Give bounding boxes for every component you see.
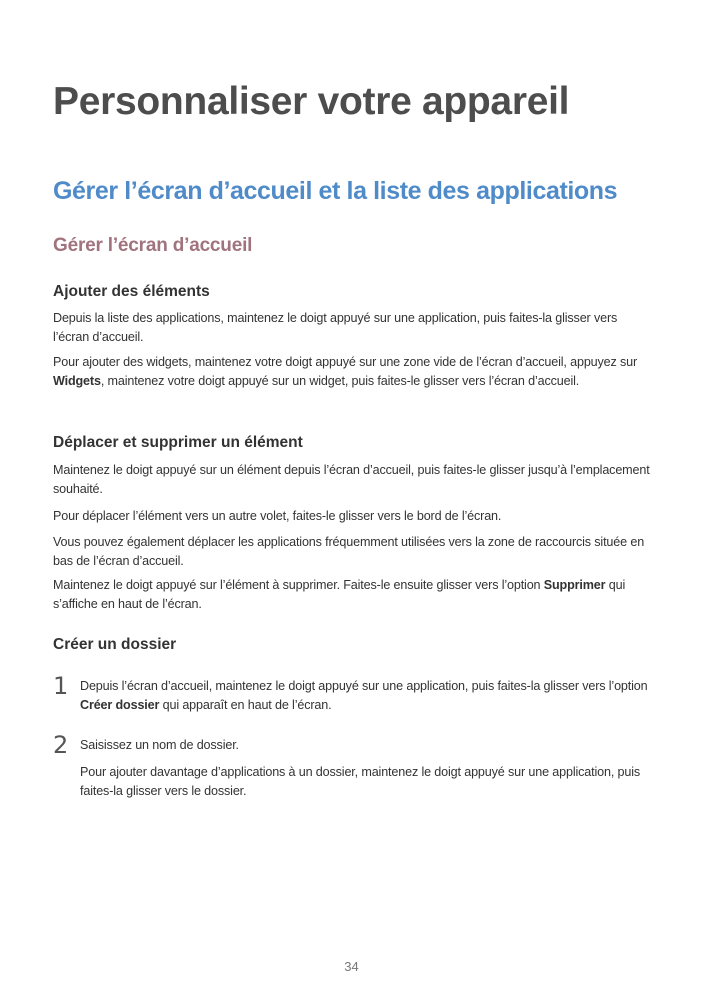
step-2-number: 2 [53,731,69,759]
move-remove-paragraph-1: Maintenez le doigt appuyé sur un élément depuis l’écran d’accueil, puis faites-le glisser jusqu’à l’emplacement souhaité. [53,463,650,496]
widgets-term: Widgets [53,374,101,388]
page-number: 34 [344,959,359,974]
move-remove-paragraph-2: Pour déplacer l’élément vers un autre volet, faites-le glisser vers le bord de l’écran. [53,509,502,523]
step-1-number: 1 [53,672,69,700]
move-remove-heading: Déplacer et supprimer un élément [53,434,303,451]
section-title: Gérer l’écran d’accueil et la liste des applications [53,177,618,205]
add-items-heading: Ajouter des éléments [53,283,210,300]
supprimer-term: Supprimer [543,578,606,592]
page-title: Personnaliser votre appareil [53,80,570,123]
creer-dossier-term: Créer dossier [80,698,160,712]
add-items-paragraph-1: Depuis la liste des applications, maintenez le doigt appuyé sur une application, puis faites-la glisser vers l’écran d’accueil. [53,311,618,344]
step-2-note: Pour ajouter davantage d’applications à un dossier, maintenez le doigt appuyé sur une application, puis faites-la glisser vers le dossier. [80,765,641,798]
move-remove-paragraph-4: Maintenez le doigt appuyé sur l’élément à supprimer. Faites-le ensuite glisser vers l’option Supprimer qui s’affiche en haut de l’écran. [53,578,626,611]
step-2-text: Saisissez un nom de dossier. [80,738,239,752]
step-1-text: Depuis l’écran d’accueil, maintenez le doigt appuyé sur une application, puis faites-la glisser vers l’option Créer dossier qui apparaît en haut de l’écran. [80,679,648,712]
subsection-title: Gérer l’écran d’accueil [53,235,253,256]
add-items-paragraph-2: Pour ajouter des widgets, maintenez votre doigt appuyé sur une zone vide de l’écran d’accueil, appuyez sur Widgets, maintenez votre doigt appuyé sur un widget, puis faites-le glisser vers l’écran d’accueil. [53,355,638,388]
create-folder-heading: Créer un dossier [53,636,177,653]
move-remove-paragraph-3: Vous pouvez également déplacer les applications fréquemment utilisées vers la zone de raccourcis située en bas de l’écran d’accueil. [53,535,645,568]
